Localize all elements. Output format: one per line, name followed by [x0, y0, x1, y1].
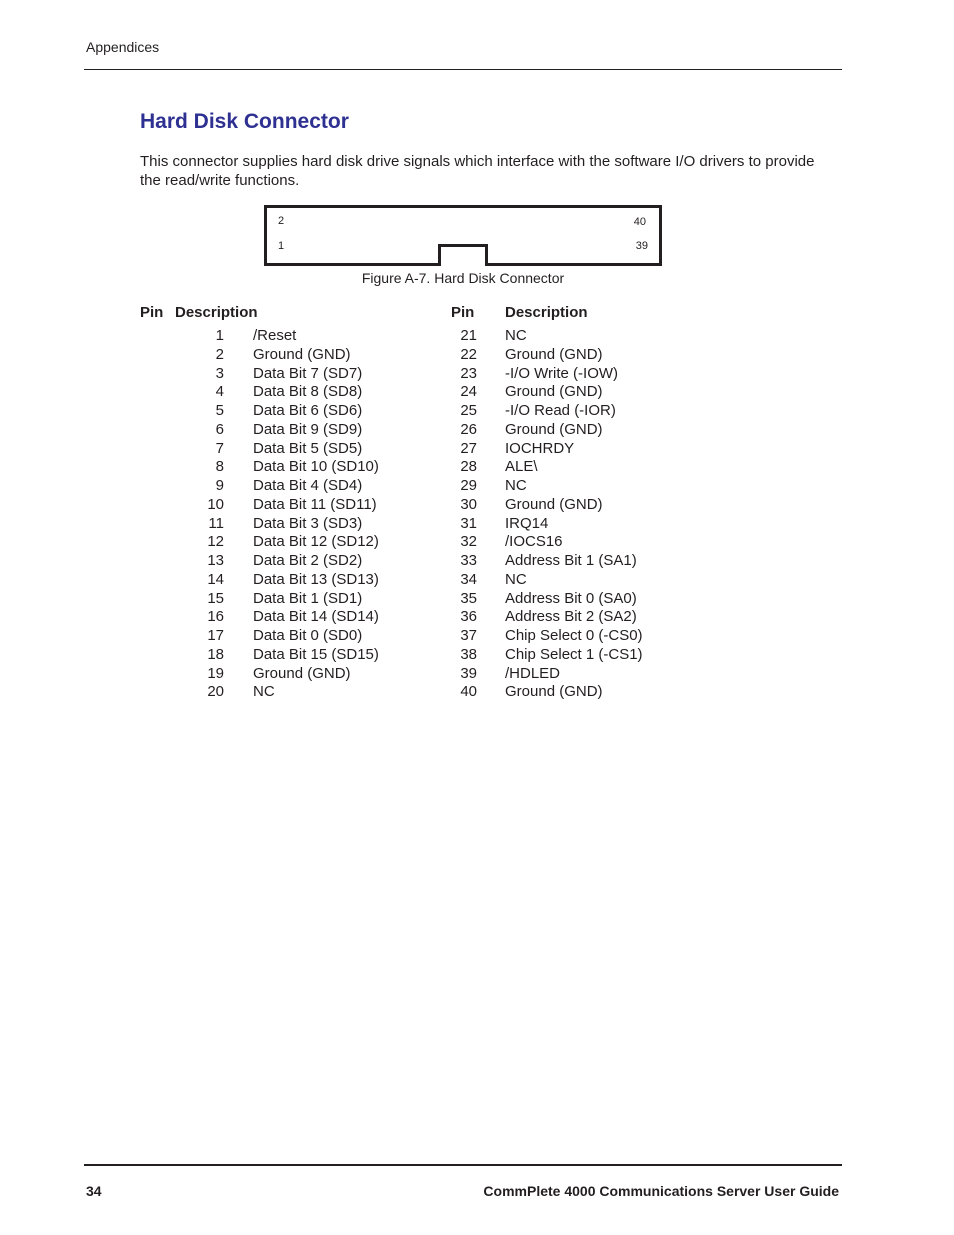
pin-number: 40 [460, 683, 477, 701]
pin-number: 15 [207, 589, 224, 607]
connector-pin-40-label: 40 [633, 216, 646, 228]
pin-description: /IOCS16 [505, 533, 563, 551]
pin-description: -I/O Read (-IOR) [505, 402, 616, 419]
pin-description: Data Bit 8 (SD8) [253, 383, 363, 401]
pin-description: Data Bit 5 (SD5) [253, 439, 363, 457]
pin-description: Data Bit 12 (SD12) [253, 533, 379, 551]
pin-row [440, 383, 680, 402]
pin-number: 18 [207, 645, 224, 663]
pin-list-right [440, 327, 680, 702]
pin-row [440, 458, 680, 477]
pin-number: 31 [460, 514, 477, 532]
pin-row [440, 421, 680, 440]
figure-caption: Figure A-7. Hard Disk Connector [361, 270, 565, 286]
pin-description: NC [505, 477, 527, 494]
pin-row [180, 496, 420, 515]
left-description-header: Description [175, 304, 258, 321]
pin-description: Data Bit 13 (SD13) [253, 570, 379, 588]
pin-description: Ground (GND) [505, 383, 603, 401]
pin-description: Data Bit 4 (SD4) [253, 477, 363, 494]
pin-number: 36 [460, 608, 477, 626]
pin-description: /HDLED [505, 664, 561, 682]
pin-number: 8 [215, 458, 224, 476]
pin-description: Data Bit 3 (SD3) [253, 514, 363, 532]
pin-number: 28 [460, 458, 477, 476]
pin-description: NC [253, 683, 275, 701]
connector-pin-2-label: 2 [278, 215, 285, 227]
pin-number: 5 [215, 402, 224, 419]
running-head: Appendices [86, 39, 160, 55]
pin-row [440, 683, 680, 702]
pin-row [440, 590, 680, 609]
pin-number: 37 [460, 627, 477, 644]
pin-row [440, 477, 680, 496]
pin-number: 9 [215, 477, 224, 494]
pin-number: 21 [460, 327, 477, 344]
pin-description: Address Bit 0 (SA0) [505, 589, 637, 607]
pin-description: Address Bit 2 (SA2) [505, 608, 637, 626]
pin-number: 10 [207, 495, 224, 513]
pin-number: 19 [207, 664, 224, 682]
section-title: Hard Disk Connector [140, 110, 349, 133]
pin-row [180, 421, 420, 440]
pin-row [180, 683, 420, 702]
pin-description: Data Bit 9 (SD9) [253, 420, 363, 438]
pin-number: 38 [460, 645, 477, 663]
pin-row [440, 608, 680, 627]
pin-row [180, 346, 420, 365]
right-pin-header: Pin [451, 304, 475, 321]
pin-description: Data Bit 6 (SD6) [253, 402, 363, 419]
pin-description: Ground (GND) [505, 683, 603, 701]
pin-number: 2 [215, 345, 224, 363]
pin-number: 17 [207, 627, 224, 644]
pin-row [180, 515, 420, 534]
pin-description: Address Bit 1 (SA1) [505, 552, 637, 569]
pin-row [180, 477, 420, 496]
pin-number: 4 [215, 383, 224, 401]
pin-number: 20 [207, 683, 224, 701]
pin-description: Chip Select 0 (-CS0) [505, 627, 643, 644]
pin-number: 29 [460, 477, 477, 494]
footer-rule [84, 1164, 842, 1166]
pin-description: -I/O Write (-IOW) [505, 364, 619, 382]
pin-row [440, 327, 680, 346]
pin-row [180, 440, 420, 459]
pin-row [180, 458, 420, 477]
pin-row [180, 590, 420, 609]
header-rule [84, 69, 842, 70]
pin-row [440, 665, 680, 684]
pin-row [440, 627, 680, 646]
hard-disk-connector-figure [264, 205, 662, 266]
pin-row [440, 440, 680, 459]
pin-description: Chip Select 1 (-CS1) [505, 645, 643, 663]
pin-description: Ground (GND) [505, 420, 603, 438]
pin-number: 22 [460, 345, 477, 363]
pin-row [180, 665, 420, 684]
pin-number: 1 [215, 327, 224, 344]
left-pin-header: Pin [140, 304, 164, 321]
connector-pin-1-label: 1 [278, 240, 285, 252]
pin-row [180, 402, 420, 421]
pin-number: 32 [460, 533, 477, 551]
pin-row [440, 496, 680, 515]
page-number: 34 [86, 1183, 102, 1199]
pin-row [440, 646, 680, 665]
pin-row [440, 571, 680, 590]
pin-number: 23 [460, 364, 477, 382]
pin-row [440, 365, 680, 384]
pin-description: IRQ14 [505, 514, 549, 532]
pin-description: Ground (GND) [253, 664, 351, 682]
pin-row [180, 571, 420, 590]
pin-row [440, 402, 680, 421]
pin-description: Data Bit 0 (SD0) [253, 627, 363, 644]
pin-list-left [180, 327, 420, 702]
pin-number: 16 [207, 608, 224, 626]
pin-description: ALE\ [505, 458, 538, 476]
pin-row [440, 515, 680, 534]
pin-description: IOCHRDY [505, 439, 575, 457]
right-description-header: Description [505, 304, 588, 321]
pin-number: 39 [460, 664, 477, 682]
pin-number: 7 [215, 439, 224, 457]
pin-row [180, 533, 420, 552]
connector-pin-39-label: 39 [635, 240, 648, 252]
pin-row [180, 327, 420, 346]
pin-number: 25 [460, 402, 477, 419]
pin-number: 24 [460, 383, 477, 401]
pin-number: 12 [207, 533, 224, 551]
pin-row [180, 627, 420, 646]
pin-number: 35 [460, 589, 477, 607]
pin-description: Data Bit 14 (SD14) [253, 608, 379, 626]
pin-description: Data Bit 1 (SD1) [253, 589, 363, 607]
pin-number: 27 [460, 439, 477, 457]
pin-number: 33 [460, 552, 477, 569]
pin-description: NC [505, 570, 527, 588]
pin-description: Data Bit 11 (SD11) [253, 495, 377, 513]
pin-row [440, 552, 680, 571]
pin-number: 6 [215, 420, 224, 438]
pin-row [440, 533, 680, 552]
connector-outline [264, 205, 662, 266]
pin-description: Ground (GND) [253, 345, 351, 363]
pin-row [180, 608, 420, 627]
pin-row [180, 383, 420, 402]
pin-description: NC [505, 327, 527, 344]
pin-description: Data Bit 15 (SD15) [253, 645, 379, 663]
pin-description: /Reset [253, 327, 297, 344]
pin-description: Data Bit 10 (SD10) [253, 458, 379, 476]
pin-row [180, 365, 420, 384]
intro-paragraph: This connector supplies hard disk drive signals which interface with the software I/O drivers to provide the read/write functions. [140, 153, 815, 189]
pin-number: 14 [207, 570, 224, 588]
pin-number: 30 [460, 495, 477, 513]
guide-title: CommPlete 4000 Communications Server User Guide [483, 1183, 839, 1199]
pin-number: 11 [208, 514, 224, 532]
pin-row [440, 346, 680, 365]
pin-number: 3 [215, 364, 224, 382]
pin-number: 13 [207, 552, 224, 569]
pin-description: Ground (GND) [505, 495, 603, 513]
pin-number: 34 [460, 570, 477, 588]
pin-row [180, 552, 420, 571]
pin-description: Data Bit 7 (SD7) [253, 364, 363, 382]
pin-row [180, 646, 420, 665]
pin-description: Data Bit 2 (SD2) [253, 552, 363, 569]
pin-number: 26 [460, 420, 477, 438]
pin-description: Ground (GND) [505, 345, 603, 363]
